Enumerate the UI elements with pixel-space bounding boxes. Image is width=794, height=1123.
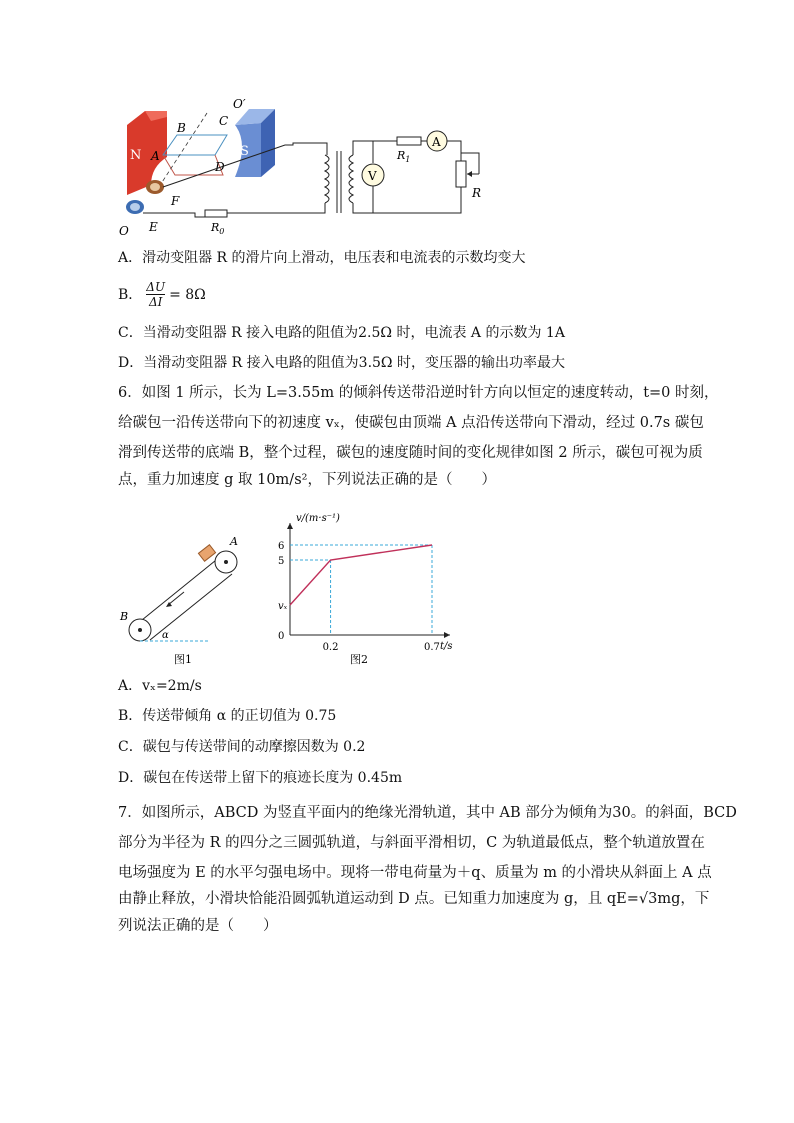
y-tick-label: 0 [278,631,285,642]
n-pole-label: N [130,148,142,163]
transformer-secondary [349,155,353,203]
label-r: R [472,186,482,200]
fig1-label-a: A [230,535,238,548]
q5-option-b [118,280,206,309]
label-o-prime: O′ [233,97,246,111]
label-c: C [219,114,229,128]
q6-option-c: C．碳包与传送带间的动摩擦因数为 0.2 [118,739,366,755]
q6-option-d: D．碳包在传送带上留下的痕迹长度为 0.45m [118,770,403,786]
fig1-label-alpha: α [162,630,169,641]
rheostat-r [456,161,466,187]
s-pole-label: S [240,144,249,159]
label-e: E [149,220,158,234]
label-r1: $R_1$ [397,149,411,164]
vt-graph [270,505,470,670]
conveyor-figure [118,530,248,670]
label-f: F [171,194,180,208]
q6-option-a: A．vₓ=2m/s [118,678,202,694]
x-axis-label: t/s [440,641,453,652]
y-tick-label: 5 [278,556,285,567]
x-axis-arrow [444,632,450,638]
q5-option-d: D．当滑动变阻器 R 接入电路的阻值为3.5Ω 时，变压器的输出功率最大 [118,355,565,371]
y-axis-label: v/(m·s⁻¹) [296,513,340,524]
x-tick-label: 0.2 [322,642,339,653]
y-tick-label: vₓ [278,601,288,612]
transformer-primary [325,155,329,203]
x-tick-label: 0.7 [424,642,440,653]
y-axis-arrow [287,523,293,529]
q6-option-b: B．传送带倾角 α 的正切值为 0.75 [118,708,337,724]
q5-option-b-rhs: = 8Ω [169,286,206,303]
q6-line-3: 滑到传送带的底端 B，整个过程，碳包的速度随时间的变化规律如图 2 所示，碳包可视为质 [118,445,703,461]
label-d: D [215,160,225,174]
fraction-denominator: ΔI [148,295,163,309]
label-o: O [119,224,129,238]
q6-line-2: 给碳包一沿传送带向下的初速度 vₓ，使碳包由顶端 A 点沿传送带向下滑动，经过 0.7s 碳包 [118,415,704,431]
fraction-numerator: ΔU [146,280,166,294]
q5-option-b-prefix: B． [118,286,143,303]
q6-line-1: 6．如图 1 所示，长为 L=3.55m 的倾斜传送带沿逆时针方向以恒定的速度转动，t=0 时刻， [118,385,719,401]
q7-line-1: 7．如图所示，ABCD 为竖直平面内的绝缘光滑轨道，其中 AB 部分为倾角为30。的斜面，BCD [118,805,737,821]
fig1-caption: 图1 [174,653,192,666]
resistor-r0 [205,210,227,217]
q7-line-3: 电场强度为 E 的水平匀强电场中。现将一带电荷量为＋q、质量为 m 的小滑块从斜面上 A 点 [118,865,712,881]
resistor-r1 [397,137,421,145]
fraction-du-di [146,280,165,309]
y-tick-label: 6 [278,541,285,552]
q5-option-c: C．当滑动变阻器 R 接入电路的阻值为2.5Ω 时，电流表 A 的示数为 1A [118,325,565,341]
generator-circuit-figure [115,95,505,240]
q7-line-2: 部分为半径为 R 的四分之三圆弧轨道，与斜面平滑相切，C 为轨道最低点，整个轨道放置在 [118,835,705,851]
velocity-line [290,545,432,605]
coil-abcd [163,135,227,155]
label-a: A [151,149,160,163]
label-r0: $R_0$ [211,221,225,236]
q7-line-4: 由静止释放，小滑块恰能沿圆弧轨道运动到 D 点。已知重力加速度为 g，且 qE=√3mg，下 [118,891,710,907]
carbon-pack [198,545,215,561]
voltmeter-label: V [368,169,377,183]
q5-option-a: A．滑动变阻器 R 的滑片向上滑动，电压表和电流表的示数均变大 [118,250,526,266]
q6-line-4: 点，重力加速度 g 取 10m/s²，下列说法正确的是（ ） [118,472,496,488]
q7-line-5: 列说法正确的是（ ） [118,918,278,934]
label-b: B [177,121,186,135]
fig2-caption: 图2 [350,653,368,666]
ammeter-label: A [432,135,441,149]
fig1-label-b: B [120,610,129,623]
